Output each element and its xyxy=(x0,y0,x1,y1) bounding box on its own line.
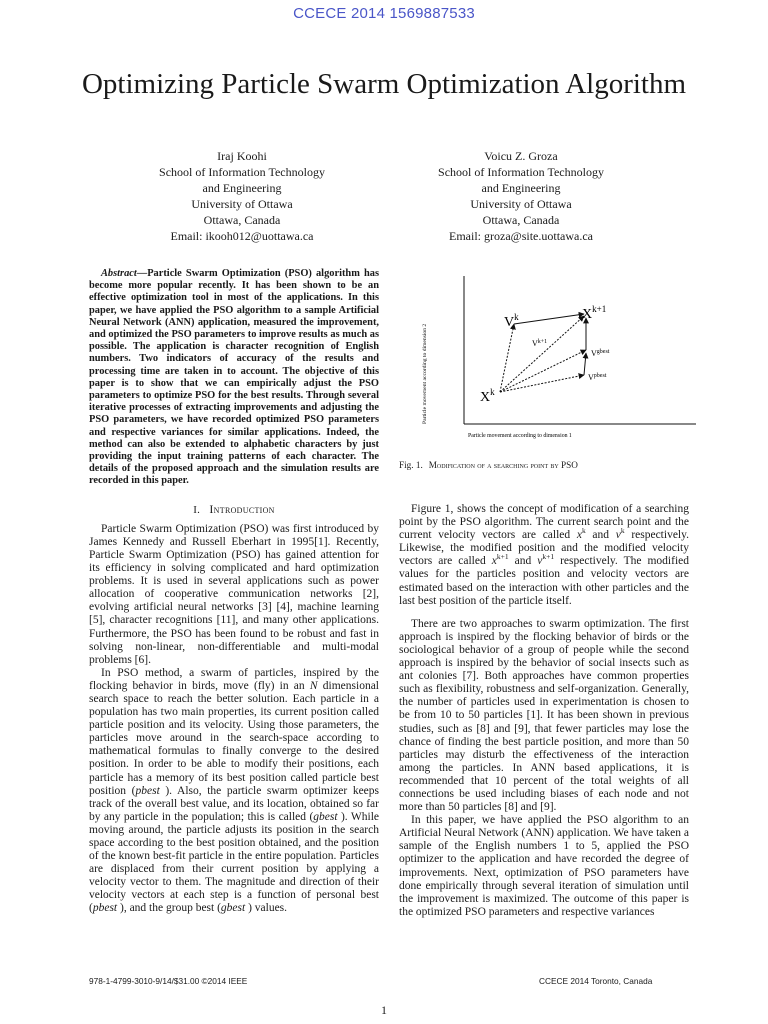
author-name: Iraj Koohi xyxy=(217,149,267,163)
math-x: x xyxy=(491,555,497,568)
label-xk: $X^k$ xyxy=(480,387,495,405)
math-pbest: pbest xyxy=(135,784,160,797)
math-sup: k xyxy=(581,526,586,536)
math-n: N xyxy=(309,679,318,692)
text-run: In PSO method, a swarm of particles, inspired by the flocking behavior in birds, move (fly) in an xyxy=(89,666,379,692)
intro-paragraph-1: Particle Swarm Optimization (PSO) was first introduced by James Kennedy and Russell Eberhart in 1995[1]. Recently, Particle Swarm Optimization (PSO) has gained attention for its efficiency in solving complicated and hard optimization problems. It is used in several applications such as power allocation of cooperative communication networks [2], evolving artificial neural networks [3] [4], machine learning [5], character recognitions [11], and many other applications. Furthermore, the PSO has been found to be robust and fast in solving non-linear, non-differentiable and multi-modal problems [6]. xyxy=(89,522,379,666)
text-run: ) values. xyxy=(245,902,288,915)
pso-vector-diagram xyxy=(396,268,696,450)
label-vk1: $V^{k+1}$ xyxy=(532,339,548,348)
footer-conference: CCECE 2014 Toronto, Canada xyxy=(539,976,653,986)
footer-copyright: 978-1-4799-3010-9/14/$31.00 ©2014 IEEE xyxy=(89,976,248,986)
paper-title: Optimizing Particle Swarm Optimization Algorithm xyxy=(81,68,687,100)
right-paragraph-1 xyxy=(399,503,689,608)
y-axis-label: Particle movement according to dimension 2 xyxy=(422,323,428,424)
text-run: ), and the group best ( xyxy=(117,902,221,915)
author-email: Email: ikooh012@uottawa.ca xyxy=(170,229,314,243)
author-location: Ottawa, Canada xyxy=(482,213,560,227)
right-paragraph-2: There are two approaches to swarm optimization. The first approach is inspired by the flocking behavior of birds or the sociological behavior of a group of people while the second approach is inspired by the behavior of social insects such as ant colonies [7]. Both approaches have common properties such as flexibility, robustness and self-organization. Generally, the number of particles used in experimentation is chosen to be from 10 to 50 particles [1]. It has been shown in previous studies, such as [8] and [9], that fewer particles may lose the chance of finding the best particle position, and more than 50 particles may disturb the effectiveness of the interaction among the particles. In ANN based applications, it is recommended that 10 percent of the total weights of all connections be used including biases of each node and not more than 50 particles [8] and [9]. xyxy=(399,617,689,814)
math-v: v xyxy=(537,555,543,568)
author-block-2 xyxy=(391,148,651,244)
math-pbest: pbest xyxy=(92,902,118,915)
section-title: Introduction xyxy=(209,501,275,516)
text-run: dimensional search space to reach the better solution. Each particle in a population has two main properties, its current position called particle position and its velocity. Using those parameters, the particles move around in the search-space according to mathematical formulas to finally converge to the desired position. In order to be able to modify their positions, each particle has a memory of its best position called particle best position ( xyxy=(89,679,379,797)
author-block-1 xyxy=(112,148,372,244)
author-affiliation-cont: and Engineering xyxy=(202,181,282,195)
right-column xyxy=(399,503,689,919)
math-sup: k+1 xyxy=(496,552,509,562)
intro-paragraph-2 xyxy=(89,667,379,916)
abstract-text: —Particle Swarm Optimization (PSO) algorithm has become more popular recently. It has been shown to be an effective optimization tool in most of the applications. In this paper, we have applied the PSO algorithm to a sample Artificial Neural Network (ANN) application, measured the improvement, and optimized the PSO parameters to improve results as much as possible. The application is character recognition of English numbers. Two indicators of accuracy of the results and processing time are taken in to account. The objective of this paper is to show that we can empirically adjust the PSO parameters to optimize PSO for the best results. Through several iterative processes of extracting improvements and adjusting the PSO parameters, we have recorded optimized PSO parameters and respective variances for similar applications. Indeed, the method can also be extended to alphabetic characters by just providing the input training patterns of each character. The details of the proposed approach and the simulation results are recorded in this paper. xyxy=(89,268,379,487)
author-affiliation: School of Information Technology xyxy=(438,165,604,179)
text-run: ). Also, the particle swarm optimizer keeps track of the overall best value, and its location, obtained so far by any particle in the population; this is called ( xyxy=(89,784,380,823)
abstract-label: Abstract xyxy=(101,268,137,279)
text-run: respectively. Likewise, the modified position and the modified velocity vectors are called xyxy=(399,529,690,568)
text-run: respectively. The modified values for the particles position and velocity vectors are estimated based on the interaction with other particles and the last best position of the particle itself. xyxy=(399,555,689,607)
text-run: and xyxy=(585,529,616,542)
x-axis-label: Particle movement according to dimension 1 xyxy=(468,433,572,439)
figure-caption-text: Modification of a searching point by PSO xyxy=(428,460,578,470)
abstract xyxy=(89,268,379,488)
author-email: Email: groza@site.uottawa.ca xyxy=(449,229,593,243)
math-sup: k+1 xyxy=(542,552,555,562)
label-vk: $V^k$ xyxy=(504,312,519,330)
paragraph-gap xyxy=(399,608,689,618)
section-number: I. xyxy=(193,503,201,516)
vector-pbest xyxy=(500,375,584,392)
text-run: Figure 1, shows the concept of modification of a searching point by the PSO algorithm. The current search point and the current velocity vectors are called xyxy=(399,503,689,542)
math-gbest: gbest xyxy=(220,902,246,915)
math-v: v xyxy=(615,529,621,542)
author-affiliation: School of Information Technology xyxy=(159,165,325,179)
label-vgbest: $V^{gbest}$ xyxy=(591,349,610,358)
author-location: Ottawa, Canada xyxy=(203,213,281,227)
text-run: and xyxy=(508,555,538,568)
label-xk1: $X^{k+1}$ xyxy=(582,304,607,322)
vector-pbest-shift xyxy=(584,353,586,375)
author-university: University of Ottawa xyxy=(470,197,572,211)
vector-resultant xyxy=(514,314,584,324)
conference-watermark: CCECE 2014 1569887533 xyxy=(293,5,475,22)
right-paragraph-3: In this paper, we have applied the PSO algorithm to an Artificial Neural Network (ANN) application. We have taken a sample of the English numbers 1 to 5, applied the PSO optimizer to the application and have recorded the degree of improvements. Next, optimization of PSO parameters have done empirically through several iteration of simulation until the improvement is maximized. The outcome of this paper is the optimized PSO parameters and respective variances xyxy=(399,814,689,918)
label-vpbest: $V^{pbest}$ xyxy=(588,373,607,382)
section-heading-introduction xyxy=(89,503,379,517)
figure-label: Fig. 1. xyxy=(399,460,423,470)
math-gbest: gbest xyxy=(313,810,338,823)
author-university: University of Ottawa xyxy=(191,197,293,211)
vector-gbest xyxy=(500,350,586,392)
text-run: ). While moving around, the particle adjusts its position in the search space according to the best position obtained, and the position of the known best-fit particle in the entire population. Particles are displaced from their current position by applying a velocity vector to them. The magnitude and direction of their velocity vectors at each step is a function of personal best ( xyxy=(89,810,379,915)
math-x: x xyxy=(576,529,582,542)
author-name: Voicu Z. Groza xyxy=(484,149,558,163)
figure-caption xyxy=(399,460,699,470)
left-column xyxy=(89,268,379,916)
author-affiliation-cont: and Engineering xyxy=(481,181,561,195)
math-sup: k xyxy=(620,526,625,536)
page-number: 1 xyxy=(381,1003,387,1017)
